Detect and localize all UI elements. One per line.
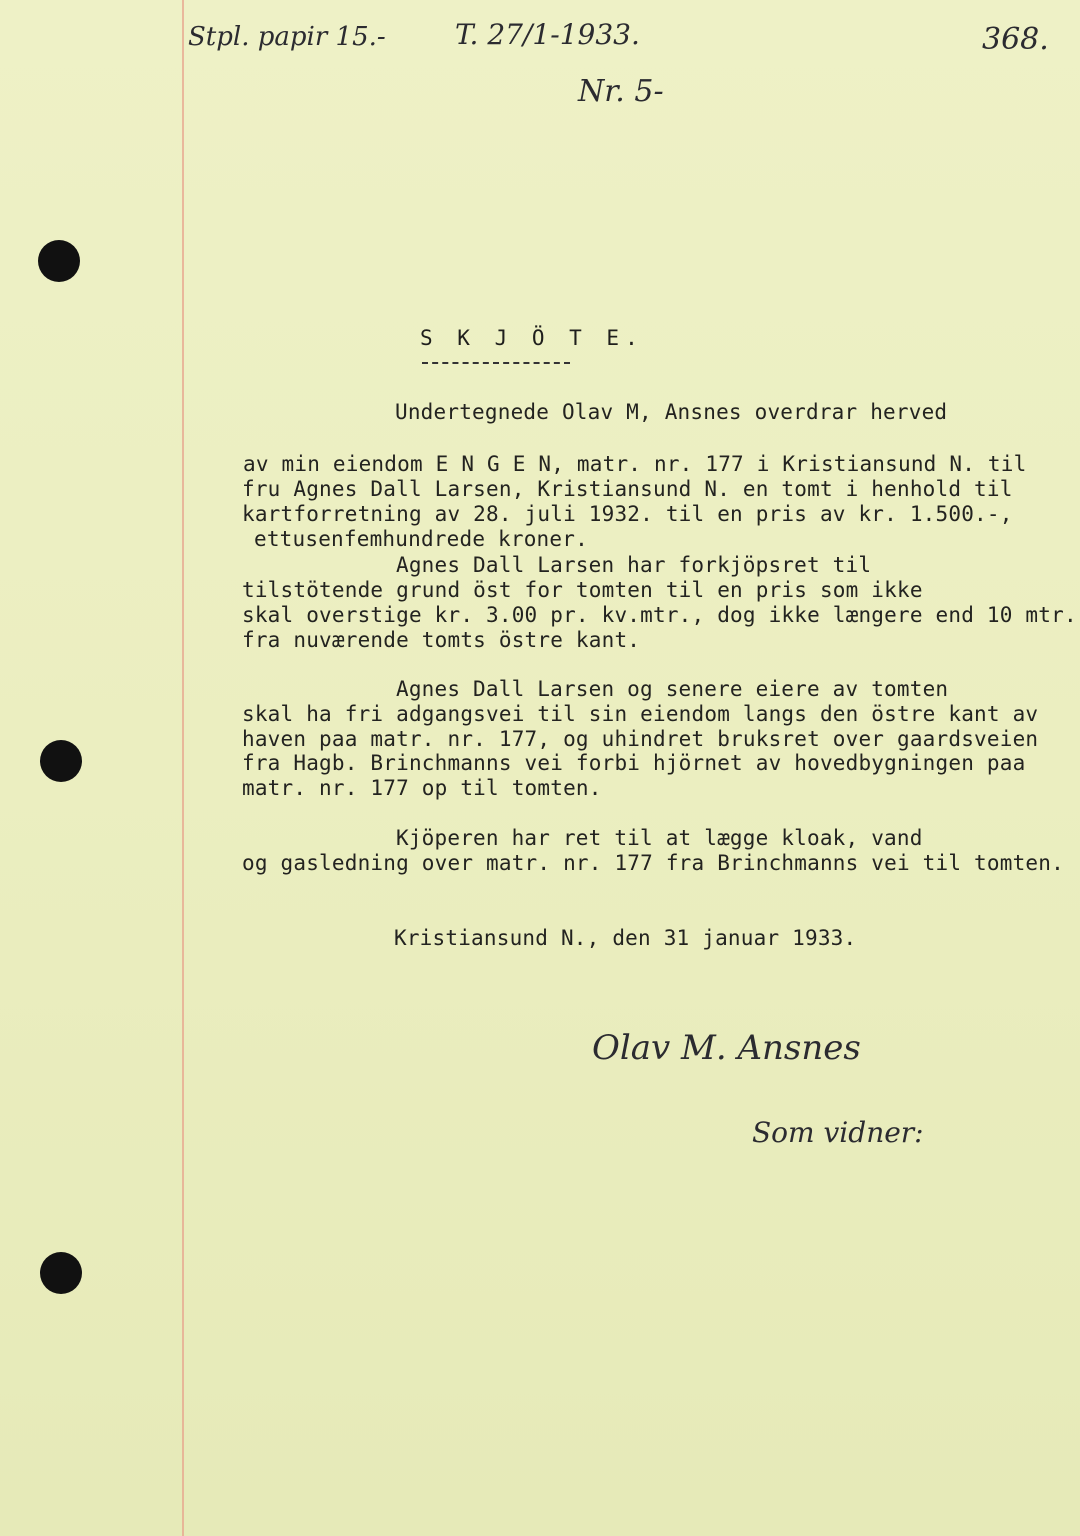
text-line: fru Agnes Dall Larsen, Kristiansund N. en tomt i henhold til [242, 477, 1013, 501]
text-line: Undertegnede Olav M, Ansnes overdrar herved [395, 400, 948, 424]
text-line: av min eiendom E N G E N, matr. nr. 177 i Kristiansund N. til [243, 452, 1027, 476]
date-note: T. 27/1-1933. [455, 18, 640, 51]
stamp-note: Stpl. papir 15.- [188, 22, 386, 52]
text-line: Agnes Dall Larsen og senere eiere av tomten [396, 677, 949, 701]
number-note: Nr. 5- [578, 74, 664, 109]
text-line: matr. nr. 177 op til tomten. [242, 776, 602, 800]
signature: Olav M. Ansnes [592, 1028, 861, 1068]
text-line: fra nuværende tomts östre kant. [242, 628, 641, 652]
text-line: tilstötende grund öst for tomten til en pris som ikke [242, 578, 923, 602]
witness-note: Som vidner: [752, 1116, 924, 1149]
title-underline [422, 362, 570, 364]
punch-hole [40, 740, 82, 782]
text-line: haven paa matr. nr. 177, og uhindret bruksret over gaardsveien [242, 727, 1039, 751]
document-title: S K J Ö T E. [420, 326, 644, 350]
text-line: ettusenfemhundrede kroner. [254, 527, 588, 551]
text-line: Kjöperen har ret til at lægge kloak, vand [396, 826, 923, 850]
text-line: kartforretning av 28. juli 1932. til en pris av kr. 1.500.-, [242, 502, 1013, 526]
text-line: skal overstige kr. 3.00 pr. kv.mtr., dog ikke længere end 10 mtr. [242, 603, 1077, 627]
margin-line [182, 0, 184, 1536]
punch-hole [40, 1252, 82, 1294]
text-line: og gasledning over matr. nr. 177 fra Brinchmanns vei til tomten. [242, 851, 1064, 875]
punch-hole [38, 240, 80, 282]
text-line: fra Hagb. Brinchmanns vei forbi hjörnet av hovedbygningen paa [242, 751, 1026, 775]
text-line: skal ha fri adgangsvei til sin eiendom langs den östre kant av [242, 702, 1039, 726]
text-line: Agnes Dall Larsen har forkjöpsret til [396, 553, 872, 577]
page-number: 368. [982, 22, 1049, 57]
text-line: Kristiansund N., den 31 januar 1933. [394, 926, 857, 950]
